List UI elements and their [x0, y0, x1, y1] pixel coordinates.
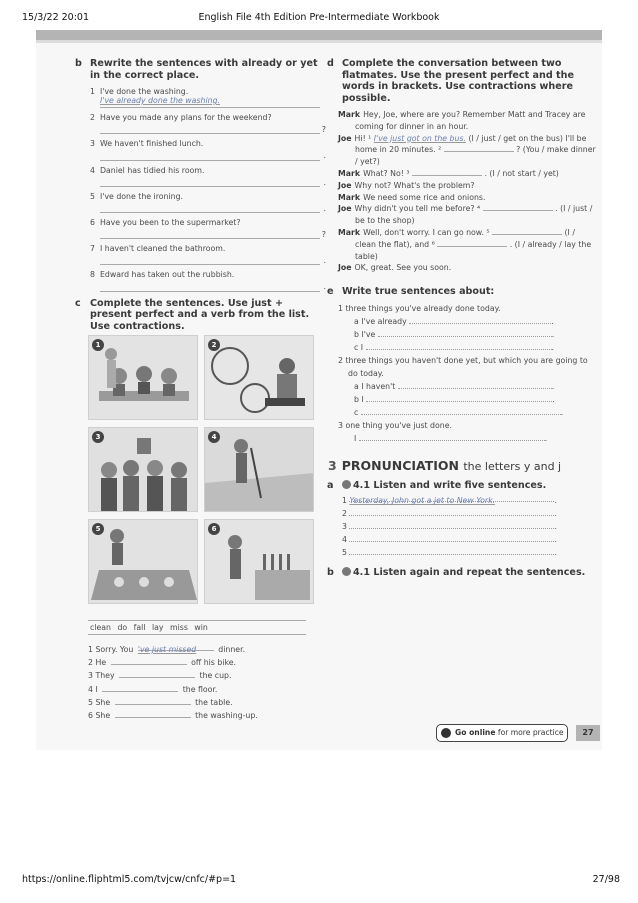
answer-row: [328, 494, 598, 507]
item-text: Have you made any plans for the weekend?: [100, 113, 272, 123]
answer-row: [328, 406, 598, 419]
answer-blank[interactable]: [412, 168, 482, 176]
exercise-item: [88, 709, 288, 722]
picture-3: [88, 427, 198, 512]
picture-number: 4: [208, 431, 220, 443]
speaker-name: Joe: [338, 133, 352, 143]
mopping-floor-illustration: [205, 428, 314, 512]
section-e-letter: e: [327, 286, 334, 298]
pronunciation-items: [328, 494, 598, 559]
item-number: 3: [90, 139, 95, 149]
item-number: 2: [342, 509, 350, 519]
exercise-item: [88, 683, 288, 696]
pronunciation-title: PRONUNCIATION: [341, 457, 459, 473]
answer-blank[interactable]: [366, 394, 555, 404]
dialog-text: Well, don't worry. I can go now. ⁵: [363, 227, 493, 237]
dialog-text: . (I / just / be to the shop): [355, 204, 593, 226]
exercise-number: 3: [328, 457, 337, 473]
answer-blank[interactable]: [359, 433, 548, 443]
item-number: 1: [90, 87, 95, 96]
line-end-punctuation: .: [323, 151, 326, 161]
speaker-name: Joe: [338, 180, 352, 190]
starter-text: I: [360, 342, 366, 352]
picture-1: [88, 335, 198, 420]
section-b-items: [76, 85, 324, 292]
dialog-text: . (I / not start / yet): [481, 168, 559, 178]
line-end-punctuation: .: [551, 316, 554, 326]
item-suffix: the floor.: [180, 684, 218, 694]
item-prefix: They: [95, 671, 118, 681]
item-text: I've done the ironing.: [100, 191, 183, 201]
word-list: clean do fall lay miss win: [88, 620, 306, 635]
item-suffix: the washing-up.: [192, 711, 258, 721]
speaker-name: Mark: [338, 110, 361, 119]
prompt: [328, 354, 598, 380]
dialog-text: Hey, Joe, where are you? Remember Matt and Tracey are coming for dinner in an hour.: [355, 110, 586, 131]
prompt-text: three things you haven't done yet, but which you are going to do today.: [345, 355, 588, 378]
washing-up-illustration: [205, 520, 314, 604]
exercise-item: [76, 190, 324, 203]
browser-print-header: [0, 12, 638, 26]
dialog-line: [332, 133, 598, 168]
section-b-heading: [76, 58, 324, 81]
item-suffix: dinner.: [215, 645, 246, 654]
section-b-letter: b: [75, 58, 82, 69]
answer-blank[interactable]: [115, 710, 191, 718]
cursor-icon: [441, 728, 451, 738]
answer-line[interactable]: [100, 124, 326, 135]
exercise-item: [76, 137, 324, 150]
line-end-punctuation: .: [554, 522, 557, 532]
line-end-punctuation: ?: [321, 125, 326, 135]
picture-number: 1: [92, 339, 104, 351]
dialog-line: [332, 192, 598, 204]
dialog-line: [332, 168, 598, 180]
answer-blank[interactable]: [102, 684, 178, 692]
picture-number: 6: [208, 523, 220, 535]
sub-letter: c: [354, 407, 361, 417]
starter-text: I: [354, 433, 359, 443]
answer-row: [328, 520, 598, 533]
exercise-item: [76, 268, 324, 281]
item-number: 5: [90, 191, 95, 201]
audio-track: 4.1: [353, 479, 370, 491]
team-winning-cup-illustration: [89, 428, 198, 512]
item-number: 2: [90, 113, 95, 123]
starter-text: I haven't: [361, 381, 398, 391]
answer-line[interactable]: [100, 177, 326, 187]
answer-blank[interactable]: [444, 144, 514, 152]
line-end-punctuation: .: [544, 433, 548, 443]
section-e-instruction: Write true sentences about:: [342, 286, 495, 298]
dialog-line: [332, 203, 598, 227]
item-suffix: the table.: [192, 697, 233, 707]
print-title: English File 4th Edition Pre-Intermediate Workbook: [198, 12, 440, 23]
sub-letter: b: [354, 394, 362, 404]
dialog-text: We need some rice and onions.: [363, 192, 486, 202]
sub-letter: a: [354, 316, 362, 326]
exercise-item: [76, 216, 324, 229]
prompt-number: 2: [338, 355, 346, 365]
item-number: 5: [88, 697, 96, 707]
answer-blank[interactable]: [409, 316, 554, 326]
speaker-name: Mark: [338, 192, 361, 202]
exercise-item: [88, 656, 288, 669]
line-end-punctuation: .: [554, 509, 557, 519]
sub-letter: c: [354, 342, 361, 352]
go-online-rest: for more practice: [497, 728, 564, 737]
section-3a-heading: [328, 480, 598, 492]
exercise-item: [88, 643, 288, 656]
dialog-text: . (I / already / lay the table): [355, 239, 592, 261]
conversation: [328, 109, 598, 274]
exercise-item: [88, 696, 288, 709]
go-online-badge[interactable]: [436, 724, 568, 742]
item-prefix: She: [95, 711, 113, 721]
handwritten-answer: I've already done the washing.: [100, 96, 221, 105]
dialog-text: Why didn't you tell me before? ⁴: [354, 204, 483, 214]
speaker-name: Mark: [338, 168, 361, 178]
answer-line[interactable]: [100, 255, 326, 266]
answer-blank[interactable]: [111, 657, 187, 665]
item-text: Have you been to the supermarket?: [100, 218, 241, 228]
page-top-bar-shadow: [36, 40, 602, 43]
answer-blank[interactable]: [492, 227, 562, 235]
answer-line[interactable]: [100, 203, 326, 213]
picture-6: [204, 519, 314, 604]
line-end-punctuation: .: [323, 256, 326, 266]
print-url: https://online.fliphtml5.com/tvjcw/cnfc/#p=1: [22, 874, 237, 885]
dialog-text: (I / clean the flat), and ⁶: [355, 227, 575, 249]
item-prefix: Sorry. You: [95, 645, 136, 654]
answer-row: [328, 533, 598, 546]
section-3b-heading: [328, 567, 598, 579]
workbook-page: [36, 30, 602, 750]
item-number: 1: [342, 496, 350, 506]
bike-fall-illustration: [205, 336, 314, 420]
prompt: [328, 302, 598, 315]
answer-blank[interactable]: [378, 329, 555, 339]
item-number: 3: [342, 522, 350, 532]
starter-text: I've already: [361, 316, 410, 326]
prompt-text: one thing you've just done.: [345, 420, 452, 430]
answer-row: [328, 507, 598, 520]
item-suffix: off his bike.: [188, 658, 236, 668]
line-end-punctuation: .: [554, 548, 557, 558]
section-3a-instruction: Listen and write five sentences.: [373, 479, 547, 491]
dialog-text: (I / just / get on the bus) I'll be home in 20 minutes. ²: [355, 133, 587, 155]
line-end-punctuation: .: [554, 535, 557, 545]
starter-text: I: [361, 394, 367, 404]
item-text: I haven't cleaned the bathroom.: [100, 244, 226, 254]
left-column: [76, 58, 324, 332]
line-end-punctuation: .: [323, 203, 326, 213]
answer-row: [328, 380, 598, 393]
pronunciation-heading: [328, 459, 598, 474]
page-top-bar: [36, 30, 602, 40]
picture-number: 5: [92, 523, 104, 535]
prompt: [328, 419, 598, 432]
section-d-instruction: Complete the conversation between two flatmates. Use the present perfect and the words in brackets. Use contractions where possible.: [342, 58, 574, 104]
line-end-punctuation: .: [560, 407, 564, 417]
item-number: 2: [88, 658, 96, 668]
audio-track: 4.1: [353, 567, 370, 579]
item-number: 4: [90, 165, 95, 175]
item-number: 5: [342, 548, 350, 558]
dialog-line: [332, 180, 598, 192]
picture-number: 3: [92, 431, 104, 443]
answer-blank[interactable]: [349, 508, 557, 519]
line-end-punctuation: .: [551, 381, 555, 391]
answer-blank[interactable]: [483, 203, 553, 211]
exercise-item: [76, 111, 324, 124]
audio-icon[interactable]: [342, 567, 351, 576]
item-text: I've done the washing.: [100, 87, 189, 96]
prompt-number: 3: [338, 420, 346, 430]
line-end-punctuation: .: [323, 177, 326, 187]
section-c-pictures: [88, 335, 314, 605]
print-datetime: 15/3/22 20:01: [22, 12, 90, 23]
item-number: 7: [90, 244, 95, 254]
answer-blank[interactable]: [349, 534, 557, 545]
answer-row: [328, 315, 598, 328]
item-text: Edward has taken out the rubbish.: [100, 270, 235, 280]
dialog-line: [332, 262, 598, 274]
sub-letter: a: [354, 381, 362, 391]
item-number: 4: [88, 684, 96, 694]
handwritten-answer: I've just got on the bus.: [373, 133, 466, 143]
exercise-item: [76, 242, 324, 255]
dialog-text: ? (You / make dinner / yet?): [355, 145, 596, 167]
section-e-items: [328, 302, 598, 445]
starter-text: I've: [361, 329, 378, 339]
family-dinner-illustration: [89, 336, 198, 420]
section-d-heading: [328, 58, 598, 104]
section-c-heading: [76, 298, 324, 333]
go-online-label: Go online: [455, 728, 496, 737]
dialog-text: Hi! ¹: [354, 133, 374, 143]
item-number: 6: [90, 218, 95, 228]
audio-icon[interactable]: [342, 480, 351, 489]
answer-blank[interactable]: [437, 239, 507, 247]
laying-table-illustration: [89, 520, 198, 604]
dialog-text: Why not? What's the problem?: [354, 180, 475, 190]
answer-row: [328, 328, 598, 341]
answer-row: [328, 341, 598, 354]
answer-blank[interactable]: [398, 381, 555, 391]
answer-line[interactable]: [100, 151, 326, 161]
section-3b-instruction: Listen again and repeat the sentences.: [373, 567, 586, 579]
picture-2: [204, 335, 314, 420]
section-3b-letter: b: [327, 567, 334, 579]
picture-4: [204, 427, 314, 512]
item-number: 1: [88, 645, 96, 654]
section-e-heading: [328, 286, 598, 298]
item-number: 3: [88, 671, 96, 681]
item-number: 6: [88, 711, 96, 721]
prompt-number: 1: [338, 303, 346, 313]
section-c-items: [88, 643, 288, 722]
section-c-letter: c: [75, 297, 81, 309]
answer-blank[interactable]: [137, 643, 214, 654]
line-end-punctuation: ?: [321, 230, 326, 240]
answer-blank[interactable]: [115, 697, 191, 705]
answer-row: [328, 546, 598, 559]
dialog-line: [332, 227, 598, 262]
answer-blank[interactable]: [361, 407, 564, 417]
answer-row: [328, 432, 598, 445]
page-number: 27: [576, 725, 600, 741]
item-prefix: I: [95, 684, 101, 694]
speaker-name: Joe: [338, 204, 352, 214]
pronunciation-subtitle: the letters y and j: [463, 459, 562, 473]
picture-5: [88, 519, 198, 604]
line-end-punctuation: .: [552, 394, 555, 404]
item-number: 4: [342, 535, 350, 545]
item-text: We haven't finished lunch.: [100, 139, 204, 149]
item-prefix: He: [95, 658, 109, 668]
answer-line[interactable]: [100, 282, 326, 292]
answer-line[interactable]: [100, 229, 326, 240]
section-3a-letter: a: [327, 479, 334, 491]
item-number: 8: [90, 270, 95, 280]
line-end-punctuation: .: [554, 496, 557, 506]
answer-line[interactable]: [100, 98, 320, 108]
exercise-item: [88, 669, 288, 682]
speaker-name: Joe: [338, 263, 352, 273]
handwritten-answer: Yesterday, John got a jet to New York.: [349, 496, 496, 506]
section-c-instruction: Complete the sentences. Use just + present perfect and a verb from the list. Use contractions.: [90, 297, 310, 332]
prompt-text: three things you've already done today.: [345, 303, 501, 313]
line-end-punctuation: .: [551, 329, 555, 339]
line-end-punctuation: .: [323, 282, 326, 292]
answer-blank[interactable]: [119, 670, 195, 678]
exercise-item: [76, 164, 324, 177]
print-page-indicator: 27/98: [592, 874, 620, 885]
section-b-instruction: Rewrite the sentences with already or yet in the correct place.: [90, 58, 318, 81]
sub-letter: b: [354, 329, 362, 339]
item-suffix: the cup.: [197, 671, 232, 681]
answer-blank[interactable]: [349, 547, 557, 558]
item-prefix: She: [95, 697, 113, 707]
dialog-text: OK, great. See you soon.: [354, 263, 452, 273]
answer-blank[interactable]: [349, 494, 554, 506]
answer-blank[interactable]: [366, 342, 555, 352]
item-text: Daniel has tidied his room.: [100, 165, 205, 175]
right-column: [328, 58, 598, 579]
speaker-name: Mark: [338, 227, 361, 237]
answer-row: [328, 393, 598, 406]
dialog-text: What? No! ³: [363, 168, 412, 178]
picture-number: 2: [208, 339, 220, 351]
section-d-letter: d: [327, 58, 334, 69]
answer-blank[interactable]: [349, 521, 557, 532]
line-end-punctuation: .: [551, 342, 555, 352]
handwritten-answer: 've just missed: [137, 645, 197, 654]
dialog-line: [332, 109, 598, 133]
